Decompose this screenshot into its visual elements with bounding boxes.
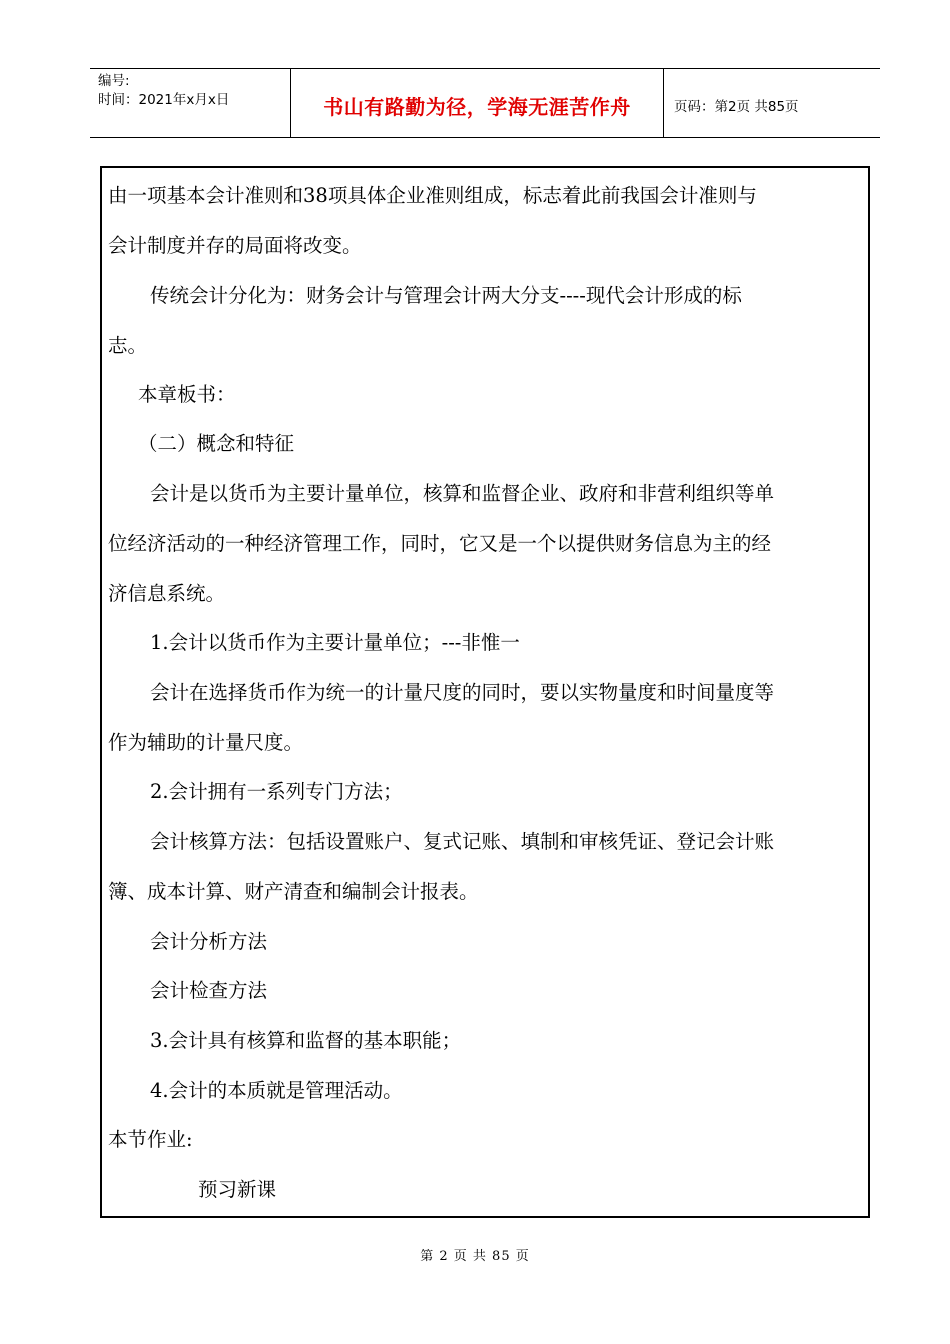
body-line: 济信息系统。 <box>108 582 226 605</box>
header-page-cell <box>664 69 880 137</box>
page-header <box>90 68 880 138</box>
body-line: 本章板书： <box>138 383 236 406</box>
body-line: 由一项基本会计准则和38项具体企业准则组成，标志着此前我国会计准则与 <box>108 184 757 207</box>
document-number-label: 编号: <box>98 73 130 89</box>
content-box <box>100 166 870 1218</box>
body-line: 志。 <box>108 334 148 357</box>
header-motto: 书山有路勤为径，学海无涯苦作舟 <box>323 95 631 119</box>
homework-heading: 本节作业: <box>108 1128 193 1151</box>
header-meta-cell <box>90 69 291 137</box>
body-line: 作为辅助的计量尺度。 <box>108 731 304 754</box>
body-line: 1.会计以货币作为主要计量单位；---非惟一 <box>150 631 520 654</box>
body-line: 2.会计拥有一系列专门方法； <box>150 780 403 803</box>
body-line: 簿、成本计算、财产清查和编制会计报表。 <box>108 880 479 903</box>
document-time-label: 时间：2021年x月x日 <box>98 92 230 108</box>
body-line: 会计分析方法 <box>150 930 268 953</box>
body-line: 会计制度并存的局面将改变。 <box>108 234 362 257</box>
body-line: 4.会计的本质就是管理活动。 <box>150 1079 403 1102</box>
body-line: 传统会计分化为：财务会计与管理会计两大分支----现代会计形成的标 <box>150 284 742 307</box>
section-heading: （二）概念和特征 <box>138 432 295 455</box>
body-line: 会计是以货币为主要计量单位，核算和监督企业、政府和非营利组织等单 <box>150 482 775 505</box>
body-line: 3.会计具有核算和监督的基本职能； <box>150 1029 462 1052</box>
body-line: 会计在选择货币作为统一的计量尺度的同时，要以实物量度和时间量度等 <box>150 681 775 704</box>
body-line: 位经济活动的一种经济管理工作，同时，它又是一个以提供财务信息为主的经 <box>108 532 772 555</box>
page-footer: 第 2 页 共 85 页 <box>420 1249 530 1264</box>
body-line: 预习新课 <box>198 1178 277 1201</box>
body-line: 会计检查方法 <box>150 979 268 1002</box>
header-page-number: 页码：第2页 共85页 <box>674 99 799 115</box>
header-motto-cell <box>291 69 664 137</box>
body-line: 会计核算方法：包括设置账户、复式记账、填制和审核凭证、登记会计账 <box>150 830 775 853</box>
